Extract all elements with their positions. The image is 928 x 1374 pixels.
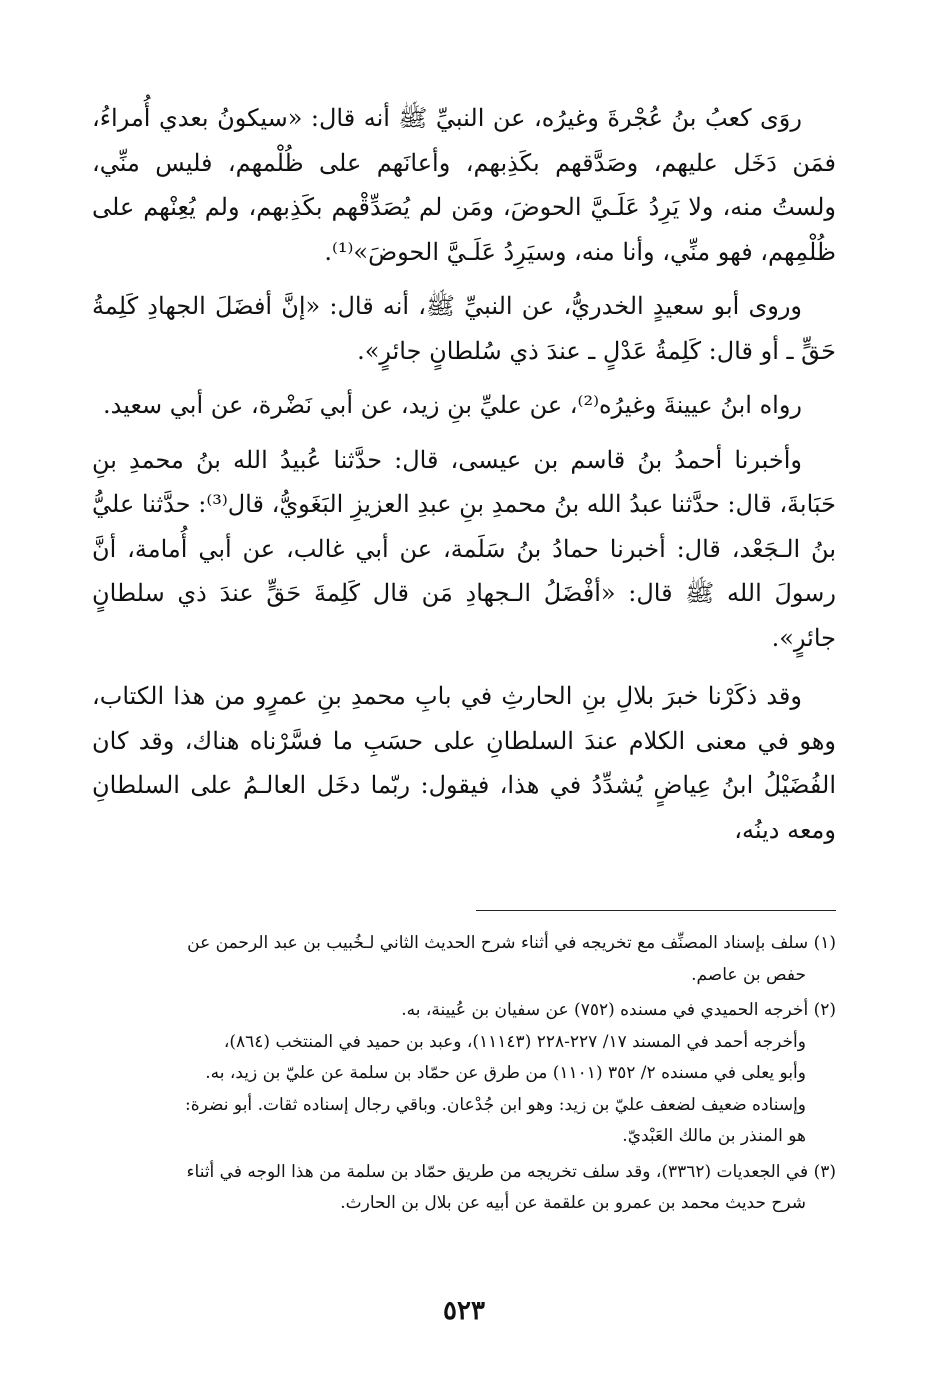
footnote-2-line-2: وأخرجه أحمد في المسند ١٧/ ٢٢٧-٢٢٨ (١١١٤٣)، وعبد بن حميد في المنتخب (٨٦٤)، [223,1031,806,1052]
paragraph-2: وروى أبو سعيدٍ الخدريُّ، عن النبيِّ ﷺ، أنه قال: «إنَّ أفضَلَ الجهادِ كَلِمةُ حَقٍّ ـ أو قال: كَلِمةُ عَدْلٍ ـ عندَ ذي سُلطانٍ جائرٍ». [92,292,836,365]
footnote-2-line-1: (٢) أخرجه الحميدي في مسنده (٧٥٢) عن سفيان بن عُيينة، به. [401,1000,836,1020]
page-number: ٥٢٣ [443,1296,485,1326]
footnote-2-line-5: هو المنذر بن مالك العَبْديّ. [622,1126,806,1146]
paragraph-5: وقد ذكَرْنا خبرَ بلالِ بنِ الحارثِ في بابِ محمدِ بنِ عمرٍو من هذا الكتاب، وهو في معنى الكلام عندَ السلطانِ على حسَبِ ما فسَّرْناه هناك، وقد كان الفُضَيْلُ ابنُ عِياضٍ يُشدِّدُ في هذا، فيقول: ربّما دخَل العالـمُ على السلطانِ ومعه دينُه، [92,682,836,844]
footnote-3-line-1: (٣) في الجعديات (٣٣٦٢)، وقد سلف تخريجه من طريق حمّاد بن سلمة من هذا الوجه في أثناء [186,1161,836,1182]
footnote-2 [92,995,836,1153]
footnote-separator [476,910,836,911]
footnotes [92,928,836,1224]
paragraph-4: وأخبرنا أحمدُ بنُ قاسم بن عيسى، قال: حدَّثنا عُبيدُ الله بنُ محمدِ بنِ حَبَابةَ، قال: حدَّثنا عبدُ الله بنُ محمدِ بنِ عبدِ العزيزِ البَغَويُّ، قال⁽³⁾: حدَّثنا عليُّ بنُ الـجَعْد، قال: أخبرنا حمادُ بنُ سَلَمة، عن أبي غالب، عن أبي أُمامة، أنَّ رسولَ الله ﷺ قال: «أفْضَلُ الـجهادِ مَن قال كَلِمةَ حَقٍّ عندَ ذي سلطانٍ جائرٍ». [92,445,836,652]
footnote-1 [92,928,836,991]
paragraph-3: رواه ابنُ عيينةَ وغيرُه⁽²⁾، عن عليِّ بنِ زيد، عن أبي نَضْرة، عن أبي سعيد. [102,391,802,419]
footnote-2-line-4: وإسناده ضعيف لضعف عليّ بن زيد: وهو ابن جُدْعان. وباقي رجال إسناده ثقات. أبو نضرة: [185,1094,806,1115]
footnote-3-line-2: شرح حديث محمد بن عمرو بن علقمة عن أبيه عن بلال بن الحارث. [340,1193,806,1213]
footnote-1-line-1: (١) سلف بإسناد المصنِّف مع تخريجه في أثناء شرح الحديث الثاني لـخُبيب بن عبد الرحمن عن [187,933,836,953]
main-text [92,96,836,862]
footnote-1-line-2: حفص بن عاصم. [691,964,806,985]
paragraph-1: روَى كعبُ بنُ عُجْرةَ وغيرُه، عن النبيِّ ﷺ أنه قال: «سيكونُ بعدي أُمراءُ، فمَن دَخَل عليهم، وصَدَّقهم بكَذِبهم، وأعانَهم على ظُلْمهم، فليس منِّي، ولستُ منه، ولا يَرِدُ عَلَـيَّ الحوضَ، ومَن لم يُصَدِّقْهم بكَذِبهم، ولم يُعِنْهم على ظُلْمِهم، فهو منِّي، وأنا منه، وسيَرِدُ عَلَـيَّ الحوضَ»⁽¹⁾. [92,104,836,266]
footnote-3 [92,1157,836,1220]
footnote-2-line-3: وأبو يعلى في مسنده ٢/ ٣٥٢ (١١٠١) من طرق عن حمّاد بن سلمة عن عليّ بن زيد، به. [205,1063,806,1083]
